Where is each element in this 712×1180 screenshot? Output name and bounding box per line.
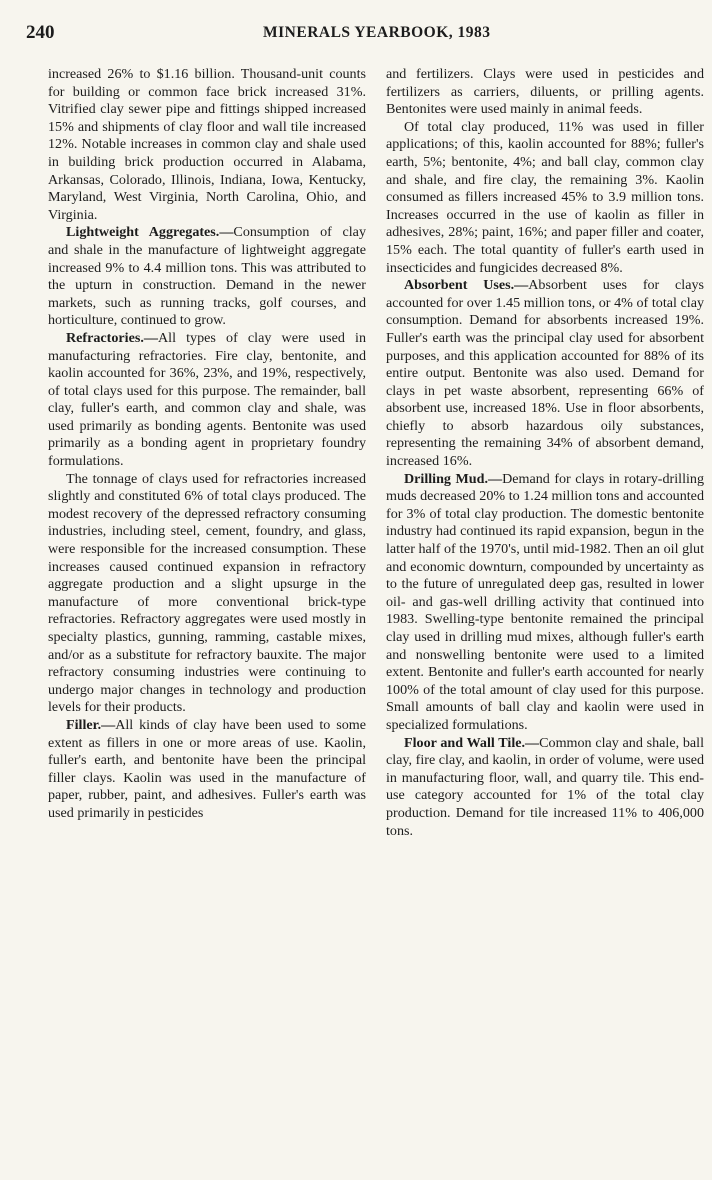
paragraph-absorbent-uses [386,277,704,471]
text-refractories: All types of clay were used in manufacturing refractories. Fire clay, bentonite, and kaolin accounted for 36%, 23%, and 19%, respectively, of total clays used for this purpose. The remainder, ball clay, fuller's earth, and common clay and shale, was used primarily as bonding agents. Bentonite was used primarily as a bonding agent in proprietary foundry formulations. [48,329,366,470]
text-absorbent-uses: Absorbent uses for clays accounted for over 1.45 million tons, or 4% of total clay consumption. Demand for absorbents increased 19%. Fuller's earth was the principal clay used for absorbent purposes, and this application accounted for 88% of its entire output. Bentonite was also used. Demand for clays in pet waste absorbent, representing 66% of absorbent use, increased 18%. Use in floor absorbents, chiefly to absorb hazardous oily substances, representing the remaining 34% of absorbent demand, increased 16%. [386,277,704,470]
paragraph-filler-continued: and fertilizers. Clays were used in pesticides and fertilizers as carriers, diluents, or prilling agents. Bentonites were used mainly in animal feeds. [386,66,704,118]
heading-refractories: Refractories.— [66,329,158,346]
heading-lightweight-aggregates: Lightweight Aggregates.— [66,224,234,241]
heading-floor-wall-tile: Floor and Wall Tile.— [404,734,540,751]
heading-drilling-mud: Drilling Mud.— [404,470,503,487]
page-number: 240 [26,22,55,43]
paragraph-filler-totals: Of total clay produced, 11% was used in filler applications; of this, kaolin accounted for 88%; fuller's earth, 5%; bentonite, 4%; and ball clay, common clay and shale, and fire clay, the remaining 3%. Kaolin consumed as fillers increased 45% to 3.9 million tons. Increases occurred in the use of kaolin as filler in adhesives, 28%; paint, 16%; and paper filler and coater, 15% each. The total quantity of fuller's earth used in insecticides and fungicides decreased 8%. [386,118,704,276]
text-filler: All kinds of clay have been used to some extent as fillers in one or more areas of use. Kaolin, fuller's earth, and bentonite have been the principal filler clays. Kaolin was used in the manufacture of paper, rubber, paint, and adhesives. Fuller's earth was used primarily in pesticides [48,716,366,821]
running-title: MINERALS YEARBOOK, 1983 [263,24,491,41]
left-column [48,66,366,823]
text-lightweight-aggregates: Consumption of clay and shale in the manufacture of lightweight aggregate increased 9% to 4.4 million tons. This was attributed to the upturn in construction. Demand in the newer markets, such as running tracks, golf courses, and horticulture, continued to grow. [48,224,366,329]
text-drilling-mud: Demand for clays in rotary-drilling muds decreased 20% to 1.24 million tons and accounted for 3% of total clay production. The domestic bentonite industry had continued its rapid expansion, begun in the latter half of the 1970's, until mid-1982. Then an oil glut and economic downturn, compounded by uncertainty as to the future of unregulated deep gas, resulted in lower oil- and gas-well drilling activity that continued into 1983. Swelling-type bentonite remained the principal clay used in drilling mud mixes, although fuller's earth and nonswelling bentonite were used to a limited extent. Bentonite and fuller's earth accounted for nearly 100% of the total amount of clay used for this purpose. Small amounts of ball clay and kaolin were used in specialized formulations. [386,470,704,733]
right-column [386,66,704,840]
heading-filler: Filler.— [66,716,116,733]
text-floor-wall-tile: Common clay and shale, ball clay, fire clay, and kaolin, in order of volume, were used in manufacturing floor, wall, and quarry tile. This end-use category accounted for 1% of the total clay production. Demand for tile increased 11% to 406,000 tons. [386,734,705,839]
paragraph-lightweight-aggregates [48,224,366,330]
paragraph-refractories-tonnage: The tonnage of clays used for refractories increased slightly and constituted 6% of total clays produced. The modest recovery of the depressed refractory consuming industries, including steel, cement, foundry, and glass, were responsible for the increased consumption. These increases caused continued expansion in refractory aggregate production and a slight upsurge in the manufacture of more conventional brick-type refractories. Refractory aggregates were used mostly in specialty plastics, gunning, ramming, castable mixes, and/or as a substitute for refractory bauxite. The major refractory consuming industries were continuing to undergo major changes in technology and production levels for their products. [48,470,366,716]
paragraph-refractories [48,330,366,471]
paragraph-brick-continued: increased 26% to $1.16 billion. Thousand-unit counts for building or common face brick increased 31%. Vitrified clay sewer pipe and fittings shipped increased 15% and shipments of clay floor and wall tile increased 12%. Notable increases in common clay and shale used in building brick production occurred in Alabama, Arkansas, Colorado, Illinois, Indiana, Iowa, Kentucky, Maryland, West Virginia, North Carolina, Ohio, and Virginia. [48,66,366,223]
heading-absorbent-uses: Absorbent Uses.— [404,277,529,294]
paragraph-drilling-mud [386,471,704,735]
paragraph-filler [48,717,366,823]
paragraph-floor-wall-tile [386,735,704,841]
